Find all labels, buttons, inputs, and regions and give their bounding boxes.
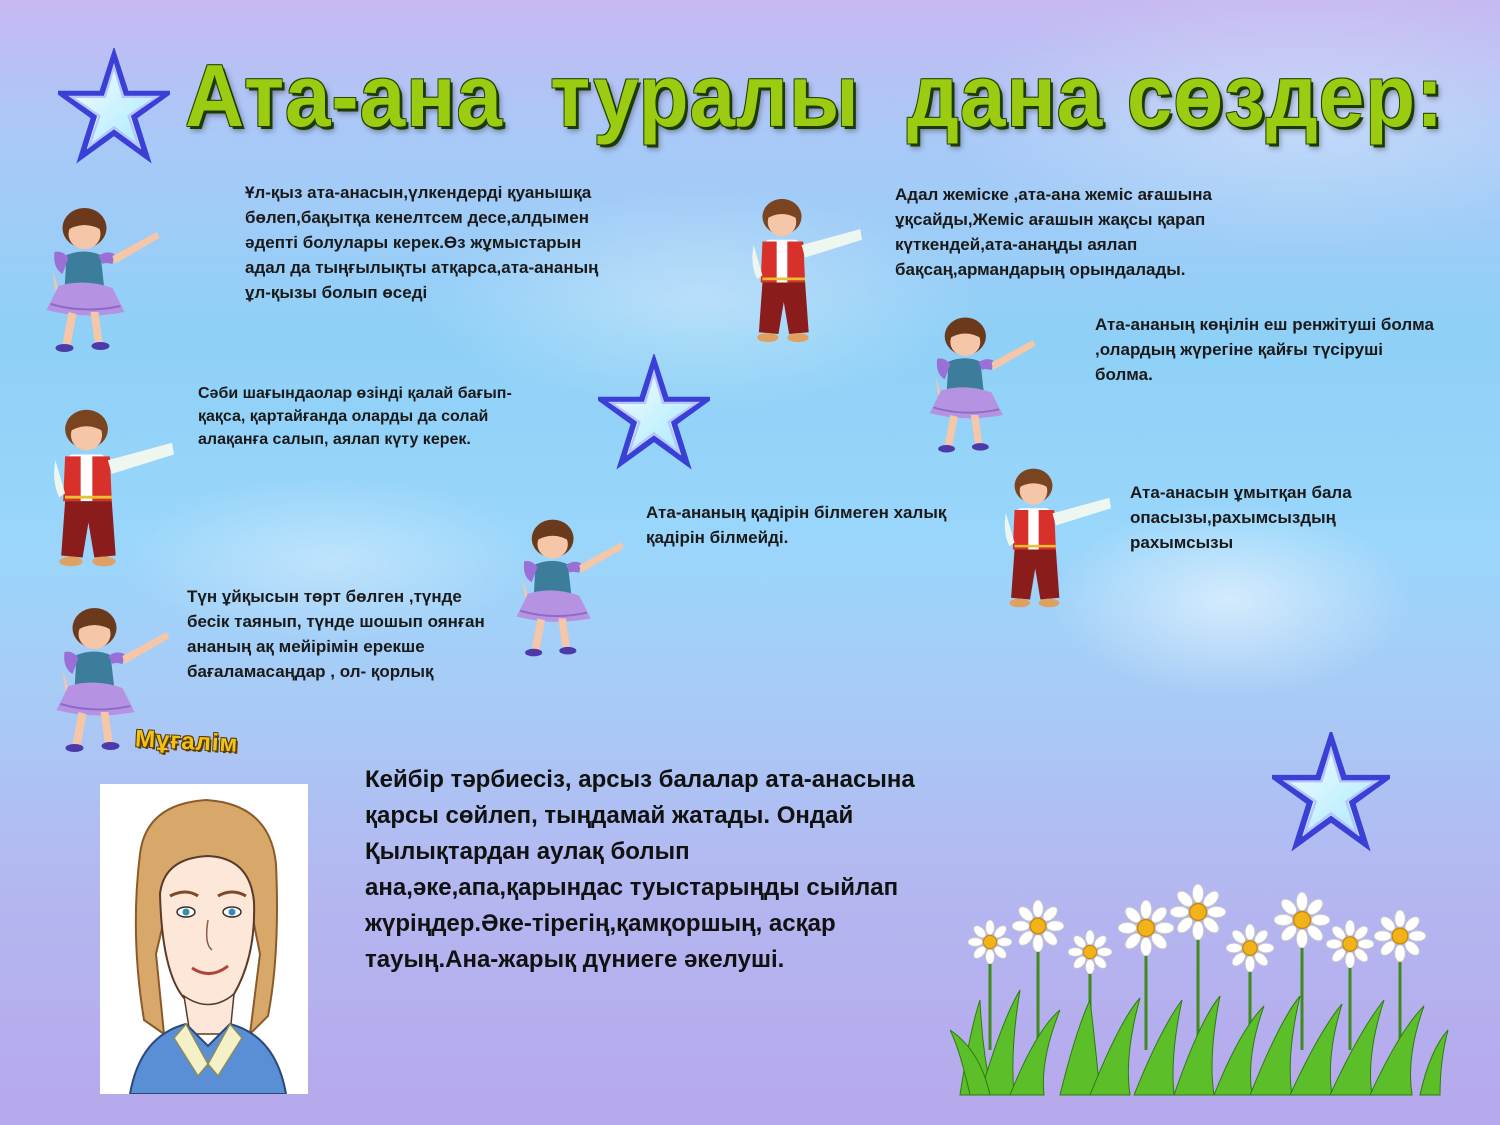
teacher-speech: Кейбір тәрбиесіз, арсыз балалар ата-анасына қарсы сөйлеп, тыңдамай жатады. Ондай Қылықтардан аулақ болып ана,әке,апа,қарындас туыстарыңды сыйлап жүріңдер.Әке-тірегің,қамқоршың, асқар тауың.Ана-жарық дүниеге әкелуші.: [365, 766, 915, 973]
saying-text: Сәби шағындаолар өзінді қалай бағып- қақса, қартайғанда оларды да солай алақанға салып, аялап күту керек.: [198, 385, 512, 448]
boy-figure: [718, 190, 878, 350]
boy-figure: [20, 400, 188, 575]
daisy-flowers: [950, 880, 1450, 1100]
girl-figure: [495, 512, 635, 664]
saying-text: Ұл-қыз ата-анасын,үлкендерді қуанышқа бөлеп,бақытқа кенелтсем десе,алдымен әдепті болулары керек.Өз жұмыстарын адал да тыңғылықты атқарса,ата-ананың ұл-қызы болып өседі: [245, 183, 599, 302]
teacher-portrait: [100, 784, 308, 1094]
saying-text: Адал жеміске ,ата-ана жеміс ағашына ұқсайды,Жеміс ағашын жақсы қарап күткендей,ата-анаңды аялап бақсаң,армандарың орындалады.: [895, 185, 1212, 279]
slide-title: Ата-ана туралы дана сөздер:: [185, 46, 1445, 145]
teacher-label: Мұғалім: [134, 725, 240, 758]
boy-figure: [965, 460, 1133, 615]
star-icon: [1272, 732, 1390, 852]
girl-figure: [30, 200, 165, 360]
saying-text: Ата-анасын ұмытқан бала опасызы,рахымсыздың рахымсызы: [1130, 483, 1352, 552]
star-icon: [58, 48, 170, 166]
star-icon: [598, 354, 710, 472]
saying-text: Ата-ананың қадірін білмеген халық қадірін білмейді.: [646, 503, 947, 547]
saying-text: Түн ұйқысын төрт бөлген ,түнде бесік таянып, түнде шошып оянған ананың ақ мейірімін ерекше бағаламасаңдар , ол- қорлық: [187, 587, 485, 681]
girl-figure: [905, 310, 1050, 460]
saying-text: Ата-ананың көңілін еш ренжітуші болма ,олардың жүрегіне қайғы түсіруші болма.: [1095, 315, 1434, 384]
